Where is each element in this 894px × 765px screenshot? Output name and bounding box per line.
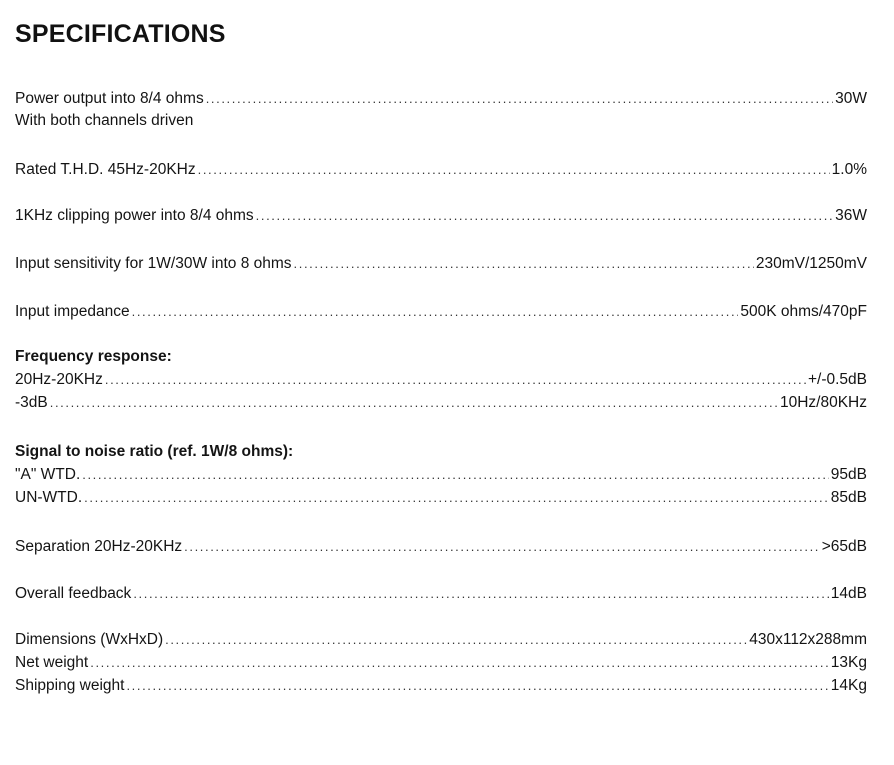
spec-row-input-impedance bbox=[15, 301, 867, 323]
dot-leader bbox=[165, 629, 747, 651]
section-heading-signal-to-noise: Signal to noise ratio (ref. 1W/8 ohms): bbox=[15, 443, 294, 460]
dot-leader bbox=[82, 464, 829, 486]
dot-leader bbox=[90, 652, 829, 674]
spec-value: 14Kg bbox=[830, 677, 867, 694]
spec-label: -3dB bbox=[15, 394, 48, 411]
spec-note: With both channels driven bbox=[15, 112, 194, 129]
spec-label: Overall feedback bbox=[15, 585, 132, 602]
spec-label: Net weight bbox=[15, 654, 89, 671]
section-heading-frequency-response: Frequency response: bbox=[15, 348, 172, 365]
spec-row-shipping-weight bbox=[15, 675, 867, 697]
spec-row-power-output bbox=[15, 88, 867, 110]
spec-label: Shipping weight bbox=[15, 677, 125, 694]
spec-label: Dimensions (WxHxD) bbox=[15, 631, 164, 648]
spec-label: Power output into 8/4 ohms bbox=[15, 90, 204, 107]
spec-row-frequency-20hz-20khz bbox=[15, 369, 867, 391]
dot-leader bbox=[126, 675, 828, 697]
spec-row-frequency-3db bbox=[15, 392, 867, 414]
spec-label: 20Hz-20KHz bbox=[15, 371, 103, 388]
spec-value: 95dB bbox=[830, 466, 867, 483]
spec-value: 85dB bbox=[830, 489, 867, 506]
dot-leader bbox=[105, 369, 806, 391]
spec-row-overall-feedback bbox=[15, 583, 867, 605]
spec-label: "A" WTD. bbox=[15, 466, 81, 483]
spec-row-clipping-power bbox=[15, 205, 867, 227]
spec-value: >65dB bbox=[821, 538, 867, 555]
spec-value: 1.0% bbox=[831, 161, 867, 178]
spec-value: 13Kg bbox=[830, 654, 867, 671]
spec-label: 1KHz clipping power into 8/4 ohms bbox=[15, 207, 254, 224]
spec-value: 10Hz/80KHz bbox=[779, 394, 867, 411]
dot-leader bbox=[206, 88, 833, 110]
dot-leader bbox=[133, 583, 828, 605]
dot-leader bbox=[132, 301, 739, 323]
spec-label: UN-WTD. bbox=[15, 489, 83, 506]
spec-label: Separation 20Hz-20KHz bbox=[15, 538, 183, 555]
spec-value: 36W bbox=[835, 207, 867, 224]
spec-label: Rated T.H.D. 45Hz-20KHz bbox=[15, 161, 196, 178]
dot-leader bbox=[84, 487, 829, 509]
spec-label: Input sensitivity for 1W/30W into 8 ohms bbox=[15, 255, 292, 272]
page-title: SPECIFICATIONS bbox=[15, 20, 226, 48]
dot-leader bbox=[184, 536, 820, 558]
dot-leader bbox=[256, 205, 833, 227]
spec-row-dimensions bbox=[15, 629, 867, 651]
dot-leader bbox=[50, 392, 778, 414]
spec-value: 230mV/1250mV bbox=[755, 255, 867, 272]
spec-row-snr-a-weighted bbox=[15, 464, 867, 486]
spec-row-thd bbox=[15, 159, 867, 181]
dot-leader bbox=[198, 159, 830, 181]
dot-leader bbox=[294, 253, 754, 275]
spec-row-net-weight bbox=[15, 652, 867, 674]
spec-value: +/-0.5dB bbox=[807, 371, 867, 388]
spec-value: 30W bbox=[835, 90, 867, 107]
spec-value: 500K ohms/470pF bbox=[740, 303, 867, 320]
spec-value: 14dB bbox=[830, 585, 867, 602]
spec-row-snr-unweighted bbox=[15, 487, 867, 509]
spec-value: 430x112x288mm bbox=[749, 631, 867, 648]
spec-row-separation bbox=[15, 536, 867, 558]
spec-row-input-sensitivity bbox=[15, 253, 867, 275]
spec-label: Input impedance bbox=[15, 303, 130, 320]
